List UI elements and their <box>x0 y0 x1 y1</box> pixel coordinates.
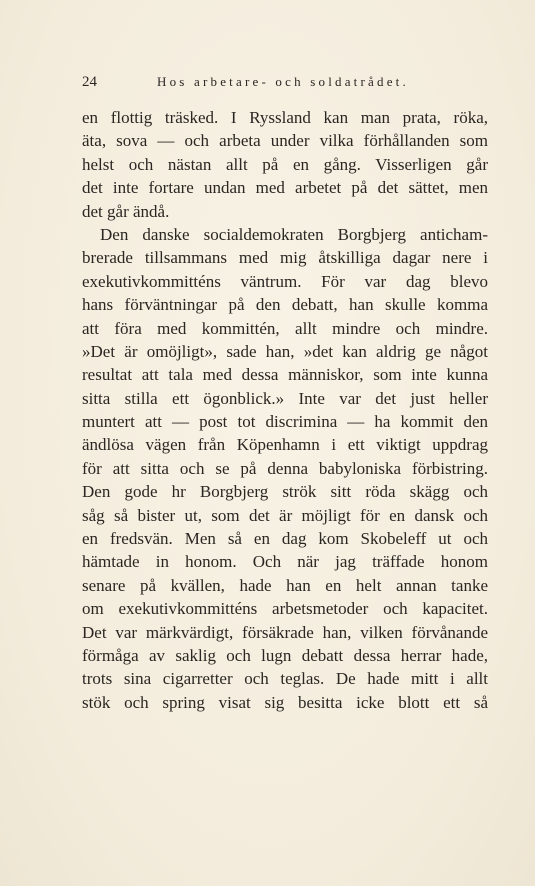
text-line: förmåga av saklig och lugn debatt dessa herrar hade, <box>82 645 488 665</box>
text-line: hans förväntningar på den debatt, han skulle komma <box>82 295 488 315</box>
text-line: ändlösa vägen från Köpenhamn i ett viktigt uppdrag <box>82 435 488 455</box>
text-line: Den gode hr Borgbjerg strök sitt röda skägg och <box>82 482 488 502</box>
text-line: en flottig träsked. I Ryssland kan man prata, röka, <box>82 108 488 127</box>
body-text <box>82 106 488 714</box>
running-title: Hos arbetare- och soldatrådet. <box>157 74 409 89</box>
paragraph-2 <box>82 223 488 714</box>
text-line: resultat att tala med dessa människor, som inte kunna <box>82 365 488 385</box>
text-line: Det var märkvärdigt, försäkrade han, vilken förvånande <box>82 622 488 642</box>
text-line: Den danske socialdemokraten Borgbjerg anticham- <box>100 224 488 244</box>
text-line: hämtade in honom. Och när jag träffade honom <box>82 552 488 572</box>
text-line: äta, sova — och arbeta under vilka förhållanden som <box>82 131 488 151</box>
text-line: muntert att — post tot discrimina — ha kommit den <box>82 412 488 432</box>
text-line: om exekutivkommitténs arbetsmetoder och kapacitet. <box>82 599 488 619</box>
page-header <box>82 74 475 96</box>
text-line: brerade tillsammans med mig åtskilliga dagar nere i <box>82 248 488 268</box>
text-line: det går ändå. <box>82 201 170 221</box>
text-line: för att sitta och se på denna babyloniska förbistring. <box>82 458 488 478</box>
text-line: att föra med kommittén, allt mindre och mindre. <box>82 318 488 338</box>
text-line: såg så bister ut, som det är möjligt för en dansk och <box>82 505 488 525</box>
text-line: exekutivkommitténs väntrum. För var dag blevo <box>82 271 488 291</box>
text-line: trots sina cigarretter och teglas. De hade mitt i allt <box>82 669 488 689</box>
text-line: »Det är omöjligt», sade han, »det kan aldrig ge något <box>82 341 488 361</box>
text-line: sitta stilla ett ögonblick.» Inte var det just heller <box>82 388 488 408</box>
paragraph-1 <box>82 106 488 223</box>
text-line: en fredsvän. Men så en dag kom Skobeleff ut och <box>82 529 488 549</box>
text-line: stök och spring visat sig besitta icke blott ett så <box>82 692 488 712</box>
text-line: senare på kvällen, hade han en helt annan tanke <box>82 575 488 595</box>
text-line: det inte fortare undan med arbetet på det sättet, men <box>82 178 488 198</box>
text-line: helst och nästan allt på en gång. Visserligen går <box>82 154 488 174</box>
page-number: 24 <box>82 74 97 90</box>
